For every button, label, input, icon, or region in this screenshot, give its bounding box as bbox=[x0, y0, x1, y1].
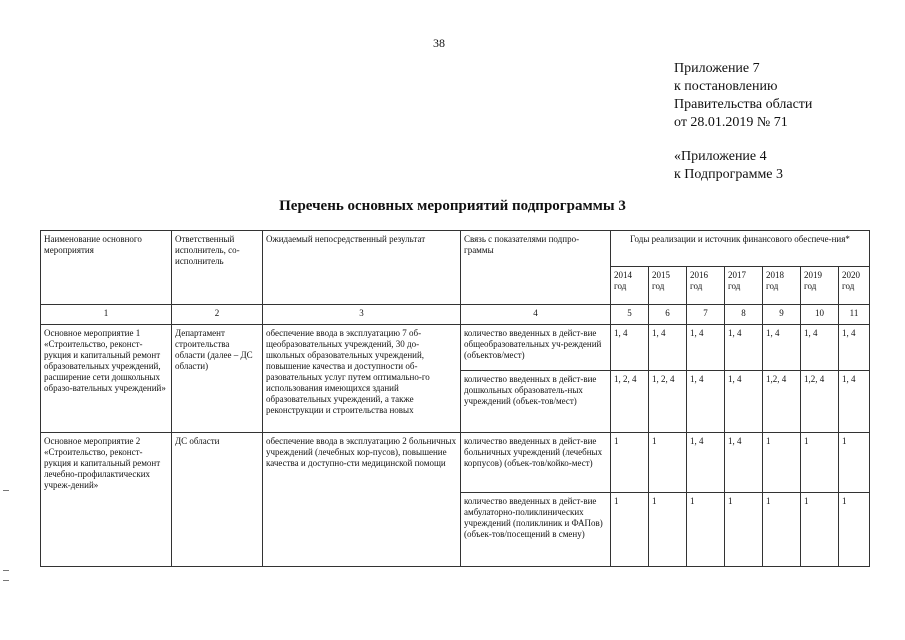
appendix-subline: «Приложение 4 bbox=[674, 149, 767, 164]
year-value: 1, 2, 4 bbox=[611, 371, 649, 433]
year-value: 1, 4 bbox=[839, 371, 870, 433]
column-number: 11 bbox=[839, 305, 870, 325]
year-value: 1 bbox=[649, 493, 687, 567]
measure-executor: ДС области bbox=[172, 433, 263, 567]
indicator-text: количество введенных в дейст-вие амбулаторно-поликлинических учреждений (поликлиник и ФАПов) (объек-тов/посещений в смену) bbox=[461, 493, 611, 567]
measure-name: Основное мероприятие 2 «Строительство, реконст-рукция и капитальный ремонт лечебно-профилактических учреж-дений» bbox=[41, 433, 172, 567]
year-value: 1, 4 bbox=[687, 371, 725, 433]
year-value: 1 bbox=[839, 493, 870, 567]
year-value: 1 bbox=[763, 433, 801, 493]
column-number: 1 bbox=[41, 305, 172, 325]
column-number: 2 bbox=[172, 305, 263, 325]
margin-mark bbox=[3, 570, 9, 571]
margin-mark bbox=[3, 490, 9, 491]
year-value: 1 bbox=[725, 493, 763, 567]
indicator-text: количество введенных в дейст-вие больничных учреждений (лечебных корпусов) (объек-тов/койко-мест) bbox=[461, 433, 611, 493]
appendix-block bbox=[674, 60, 812, 184]
year-header: 2014 год bbox=[611, 267, 649, 305]
year-value: 1, 4 bbox=[725, 433, 763, 493]
appendix-line: к постановлению bbox=[674, 79, 778, 94]
measures-table bbox=[40, 230, 870, 567]
year-value: 1,2, 4 bbox=[801, 371, 839, 433]
year-header: 2020 год bbox=[839, 267, 870, 305]
measure-result: обеспечение ввода в эксплуатацию 7 об-щеобразовательных учреждений, 30 до-школьных образовательных учреждений, повышение качества и доступности об-разовательных услуг путем оптимально-го использования имеющихся зданий образовательных учреждений, а также реконструкции и строительства новых bbox=[263, 325, 461, 433]
year-value: 1, 2, 4 bbox=[649, 371, 687, 433]
measure-result: обеспечение ввода в эксплуатацию 2 больничных учреждений (лечебных кор-пусов), повышение качества и доступно-сти медицинской помощи bbox=[263, 433, 461, 567]
page-number: 38 bbox=[433, 36, 445, 50]
column-number: 9 bbox=[763, 305, 801, 325]
year-header: 2015 год bbox=[649, 267, 687, 305]
year-value: 1, 4 bbox=[763, 325, 801, 371]
indicator-text: количество введенных в дейст-вие дошкольных образователь-ных учреждений (объек-тов/мест) bbox=[461, 371, 611, 433]
table-title: Перечень основных мероприятий подпрограммы 3 bbox=[279, 198, 626, 214]
year-header: 2018 год bbox=[763, 267, 801, 305]
indicator-text: количество введенных в дейст-вие общеобразовательных уч-реждений (объектов/мест) bbox=[461, 325, 611, 371]
year-value: 1, 4 bbox=[611, 325, 649, 371]
header-years: Годы реализации и источник финансового обеспече-ния* bbox=[611, 231, 870, 267]
year-value: 1 bbox=[763, 493, 801, 567]
margin-mark bbox=[3, 580, 9, 581]
appendix-line: от 28.01.2019 № 71 bbox=[674, 115, 788, 130]
year-header: 2016 год bbox=[687, 267, 725, 305]
column-number: 4 bbox=[461, 305, 611, 325]
header-name: Наименование основного мероприятия bbox=[41, 231, 172, 305]
measure-name: Основное мероприятие 1 «Строительство, реконст-рукция и капитальный ремонт образовательных учреждений, расширение сети дошкольных образо-вательных учреждений» bbox=[41, 325, 172, 433]
measure-executor: Департамент строительства области (далее – ДС области) bbox=[172, 325, 263, 433]
column-number: 5 bbox=[611, 305, 649, 325]
year-value: 1 bbox=[801, 433, 839, 493]
year-value: 1, 4 bbox=[725, 371, 763, 433]
column-number: 8 bbox=[725, 305, 763, 325]
year-value: 1 bbox=[801, 493, 839, 567]
column-number: 3 bbox=[263, 305, 461, 325]
year-value: 1 bbox=[611, 433, 649, 493]
column-number: 6 bbox=[649, 305, 687, 325]
year-value: 1, 4 bbox=[687, 325, 725, 371]
year-value: 1, 4 bbox=[801, 325, 839, 371]
year-value: 1 bbox=[649, 433, 687, 493]
year-value: 1, 4 bbox=[839, 325, 870, 371]
year-value: 1, 4 bbox=[687, 433, 725, 493]
appendix-line: Правительства области bbox=[674, 97, 813, 112]
column-number: 7 bbox=[687, 305, 725, 325]
year-value: 1, 4 bbox=[725, 325, 763, 371]
year-value: 1 bbox=[611, 493, 649, 567]
year-value: 1 bbox=[839, 433, 870, 493]
column-number: 10 bbox=[801, 305, 839, 325]
header-executor: Ответственный исполнитель, со-исполнитель bbox=[172, 231, 263, 305]
year-value: 1 bbox=[687, 493, 725, 567]
year-value: 1,2, 4 bbox=[763, 371, 801, 433]
appendix-line: Приложение 7 bbox=[674, 61, 760, 76]
year-value: 1, 4 bbox=[649, 325, 687, 371]
header-result: Ожидаемый непосредственный результат bbox=[263, 231, 461, 305]
year-header: 2019 год bbox=[801, 267, 839, 305]
appendix-subline: к Подпрограмме 3 bbox=[674, 167, 784, 182]
header-indicators: Связь с показателями подпро-граммы bbox=[461, 231, 611, 305]
year-header: 2017 год bbox=[725, 267, 763, 305]
